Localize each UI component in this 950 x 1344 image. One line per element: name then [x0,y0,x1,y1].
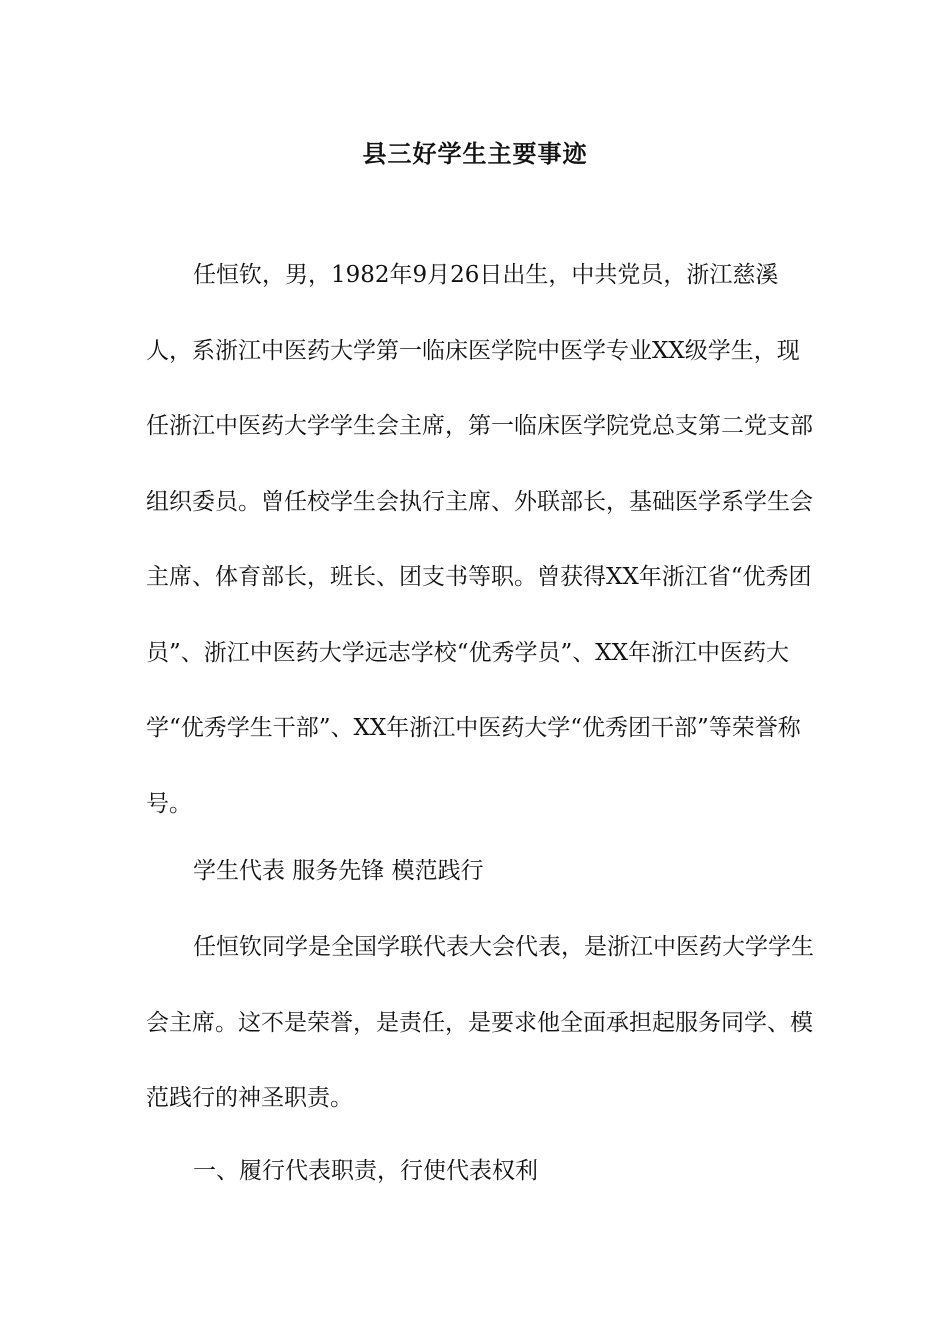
document-title: 县三好学生主要事迹 [362,139,588,168]
paragraph-section-heading: 学生代表 服务先锋 模范践行 [193,858,484,884]
paragraph-subheading: 一、履行代表职责，行使代表权利 [193,1158,538,1184]
paragraph-biography: 任恒钦，男，1982年9月26日出生，中共党员，浙江慈溪人，系浙江中医药大学第一临床医学院中医学专业XX级学生，现任浙江中医药大学学生会主席，第一临床医学院党总支第二党支部组织委员。曾任校学生会执行主席、外联部长，基础医学系学生会主席、体育部长，班长、团支书等职。曾获得XX年浙江省“优秀团员”、浙江中医药大学远志学校“优秀学员”、XX年浙江中医药大学“优秀学生干部”、XX年浙江中医药大学“优秀团干部”等荣誉称号。 [146,262,813,817]
paragraph-student-representative: 任恒钦同学是全国学联代表大会代表，是浙江中医药大学学生会主席。这不是荣誉，是责任，是要求他全面承担起服务同学、模范践行的神圣职责。 [146,934,814,1111]
